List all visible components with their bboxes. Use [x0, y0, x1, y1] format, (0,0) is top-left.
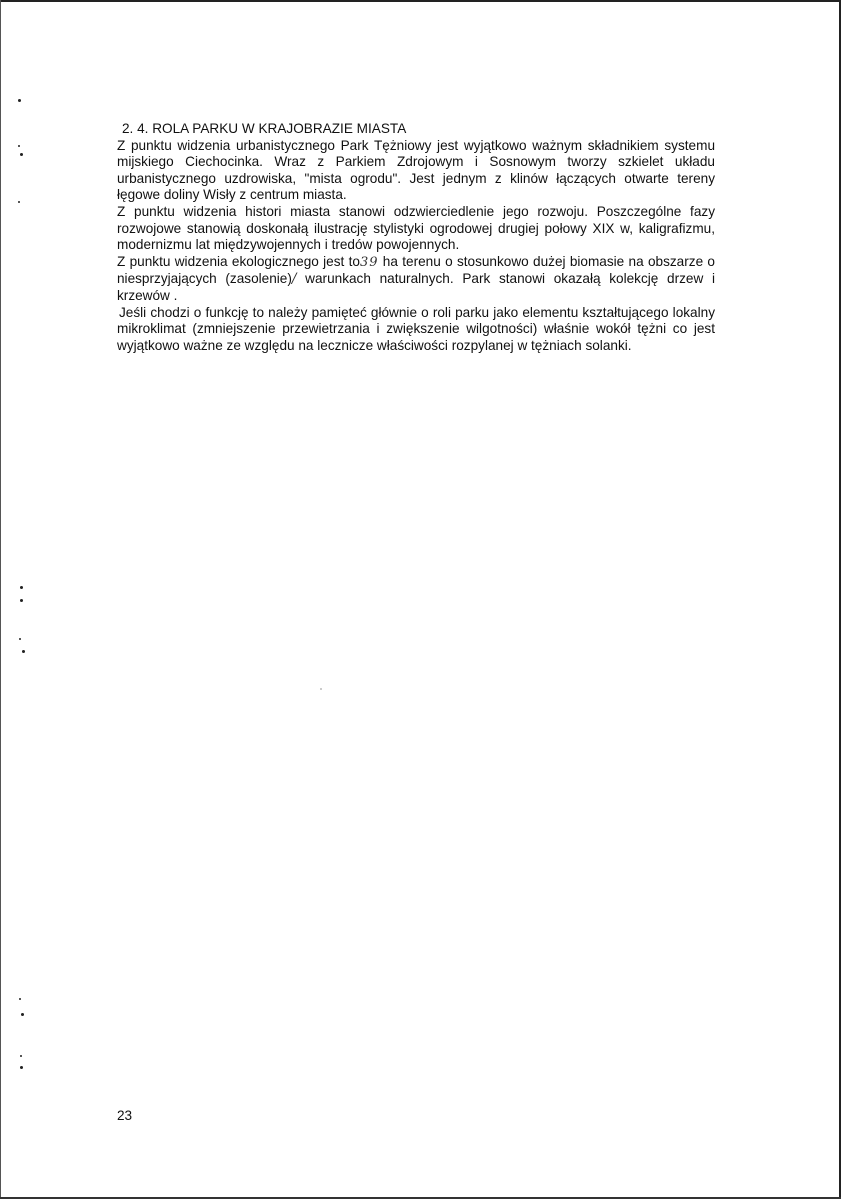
scan-speck — [20, 599, 23, 602]
scan-speck — [19, 998, 21, 1000]
scan-speck — [320, 688, 322, 690]
scan-speck — [22, 650, 25, 653]
paragraph-history: Z punktu widzenia histori miasta stanowi odzwierciedlenie jego rozwoju. Poszczególne fazy rozwojowe stanowią doskonałą ilustrację stylistyki ogrodowej drugiej połowy XIX w, kaligrafizmu, modernizmu lat międzywojennych i tredów powojennych. — [117, 203, 715, 253]
scan-speck — [18, 145, 20, 147]
handwritten-slash-mark: / — [291, 271, 297, 288]
scan-speck — [19, 638, 21, 640]
page-number: 23 — [117, 1108, 133, 1123]
scan-speck — [18, 201, 20, 203]
scan-speck — [20, 586, 23, 589]
scan-speck — [20, 153, 23, 156]
paragraph-ecology-text-middle: ha terenu o stosunkowo dużej biomasie na obszarze o niesprzyjających (zasolenie) — [117, 253, 715, 287]
paragraph-urban: Z punktu widzenia urbanistycznego Park Tężniowy jest wyjątkowo ważnym składnikiem systemu mijskiego Ciechocinka. Wraz z Parkiem Zdrojowym i Sosnowym tworzy szkielet układu urbanistycznego uzdrowiska, "mista ogrodu". Jest jednym z klinów łączących otwarte tereny łęgowe doliny Wisły z centrum miasta. — [117, 137, 715, 203]
paragraph-ecology-text-end: warunkach naturalnych. Park stanowi okazałą kolekcję drzew i krzewów . — [117, 271, 715, 303]
scan-speck — [18, 99, 21, 102]
scan-speck — [20, 1055, 22, 1057]
paragraph-function: Jeśli chodzi o funkcję to należy pamięteć głównie o roli parku jako elementu kształtującego lokalny mikroklimat (zmniejszenie przewietrzania i zwiększenie wilgotności) właśnie wokół tężni co jest wyjątkowo ważne ze względu na lecznicze właściwości rozpylanej w tężniach solanki. — [117, 304, 715, 353]
scan-edge-top — [0, 0, 841, 2]
scan-speck — [21, 1013, 24, 1016]
paragraph-ecology-text-start: Z punktu widzenia ekologicznego jest to — [117, 253, 360, 269]
scan-speck — [20, 1066, 23, 1069]
section-heading: 2. 4. ROLA PARKU W KRAJOBRAZIE MIASTA — [122, 121, 407, 136]
document-body — [117, 121, 715, 354]
scan-edge-left — [0, 0, 1, 1199]
paragraph-ecology — [117, 254, 715, 305]
handwritten-area-number: 39 — [359, 254, 379, 270]
